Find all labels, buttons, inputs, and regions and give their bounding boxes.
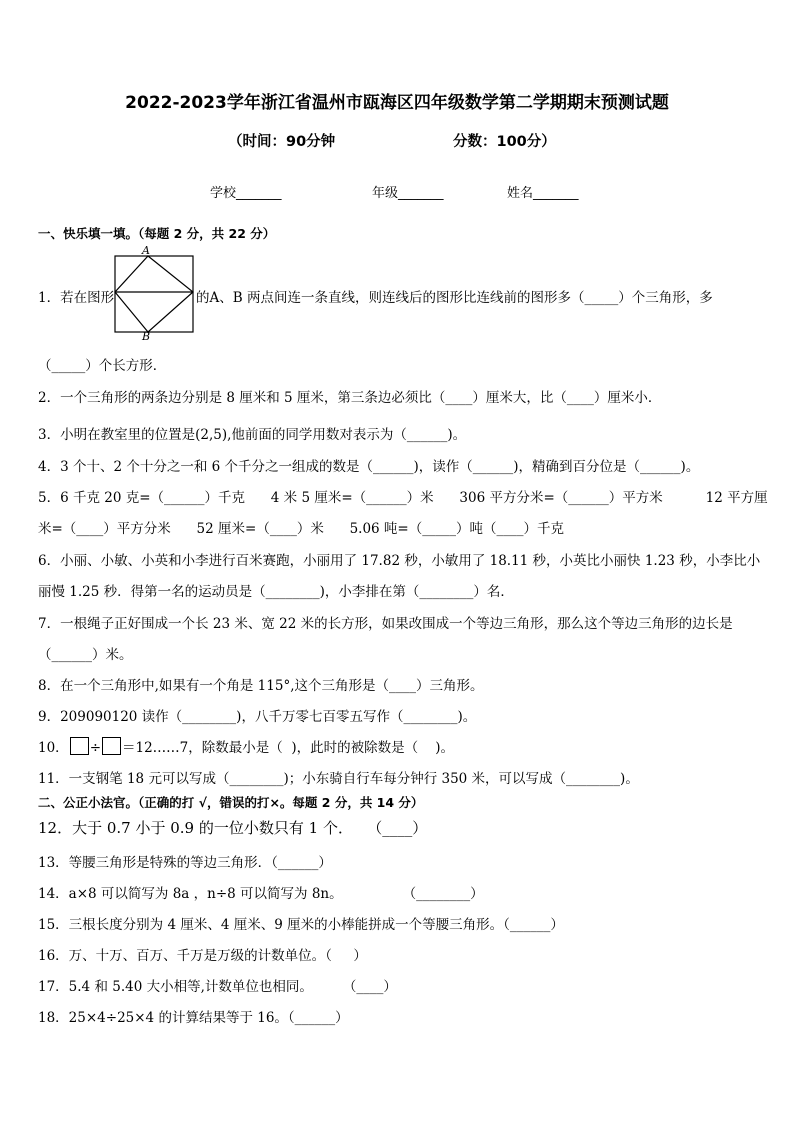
- question-18: 18．25×4÷25×4 的计算结果等于 16。（______）: [38, 1010, 349, 1026]
- question-6-line-2: 丽慢 1.25 秒．得第一名的运动员是（________)，小李排在第（________）名．: [38, 584, 514, 600]
- question-9: 9．209090120 读作（________)，八千万零七百零五写作（________)。: [38, 709, 477, 725]
- figure-square: [115, 256, 193, 332]
- question-14: 14．a×8 可以简写为 8a ，n÷8 可以简写为 8n。 （________）: [38, 886, 484, 902]
- exam-score: 分数：100分）: [453, 134, 556, 150]
- figure-quadrilateral: [115, 256, 193, 332]
- question-13: 13．等腰三角形是特殊的等边三角形．（______）: [38, 855, 332, 871]
- question-10: [38, 736, 454, 756]
- question-10-prefix: 10．: [38, 740, 69, 756]
- question-1-line-2: （_____）个长方形．: [38, 358, 167, 374]
- dividend-box: [70, 737, 89, 755]
- exam-time: （时间：90分钟: [228, 134, 336, 150]
- division-sign: ÷: [89, 740, 101, 756]
- section-2-heading: 二、公正小法官。（正确的打 √，错误的打×。每题 2 分，共 14 分）: [38, 795, 424, 810]
- question-2: 2．一个三角形的两条边分别是 8 厘米和 5 厘米，第三条边必须比（____）厘米大，比（____）厘米小．: [38, 390, 662, 406]
- question-5-line-2: 米=（____）平方分米 52 厘米=（____）米 5.06 吨=（_____）吨（____）千克: [38, 521, 564, 537]
- question-15: 15．三根长度分别为 4 厘米、4 厘米、9 厘米的小棒能拼成一个等腰三角形。（______）: [38, 917, 564, 933]
- school-field: 学校_______: [210, 186, 282, 201]
- square-rhombus-figure: [113, 244, 197, 340]
- question-7-line-1: 7．一根绳子正好围成一个长 23 米、宽 22 米的长方形，如果改围成一个等边三角形，那么这个等边三角形的边长是: [38, 616, 733, 632]
- question-3: 3．小明在教室里的位置是(2,5),他前面的同学用数对表示为（______)。: [38, 427, 467, 443]
- question-11: 11．一支钢笔 18 元可以写成（________)；小东骑自行车每分钟行 350 米，可以写成（________)。: [38, 771, 639, 787]
- name-field: 姓名_______: [507, 186, 579, 201]
- question-10-suffix: ＝12……7，除数最小是（ )，此时的被除数是（ )。: [122, 740, 455, 756]
- question-4: 4．3 个十、2 个十分之一和 6 个千分之一组成的数是（______)，读作（______)，精确到百分位是（______)。: [38, 459, 700, 475]
- question-5-line-1: 5．6 千克 20 克=（______）千克 4 米 5 厘米=（______）米 306 平方分米=（______）平方米 12 平方厘: [38, 490, 768, 506]
- grade-field: 年级_______: [372, 186, 444, 201]
- point-b-label: B: [142, 330, 151, 340]
- point-a-label: A: [142, 244, 150, 257]
- question-1-after: 的A、B 两点间连一条直线，则连线后的图形比连线前的图形多（_____）个三角形，多: [196, 290, 713, 306]
- question-1-before: 1．若在图形: [38, 290, 115, 306]
- question-8: 8．在一个三角形中,如果有一个角是 115°,这个三角形是（____）三角形。: [38, 678, 484, 694]
- question-12: 12．大于 0.7 小于 0.9 的一位小数只有 1 个． （____）: [38, 819, 428, 837]
- question-17: 17．5.4 和 5.40 大小相等,计数单位也相同。 （____）: [38, 979, 397, 995]
- question-6-line-1: 6．小丽、小敏、小英和小李进行百米赛跑，小丽用了 17.82 秒，小敏用了 18.11 秒，小英比小丽快 1.23 秒，小李比小: [38, 553, 761, 569]
- divisor-box: [102, 737, 121, 755]
- question-7-line-2: （______）米。: [38, 647, 133, 663]
- section-1-heading: 一、快乐填一填。（每题 2 分，共 22 分）: [38, 226, 276, 241]
- question-16: 16．万、十万、百万、千万是万级的计数单位。（ ）: [38, 948, 367, 964]
- exam-title: 2022-2023学年浙江省温州市瓯海区四年级数学第二学期期末预测试题: [125, 93, 669, 113]
